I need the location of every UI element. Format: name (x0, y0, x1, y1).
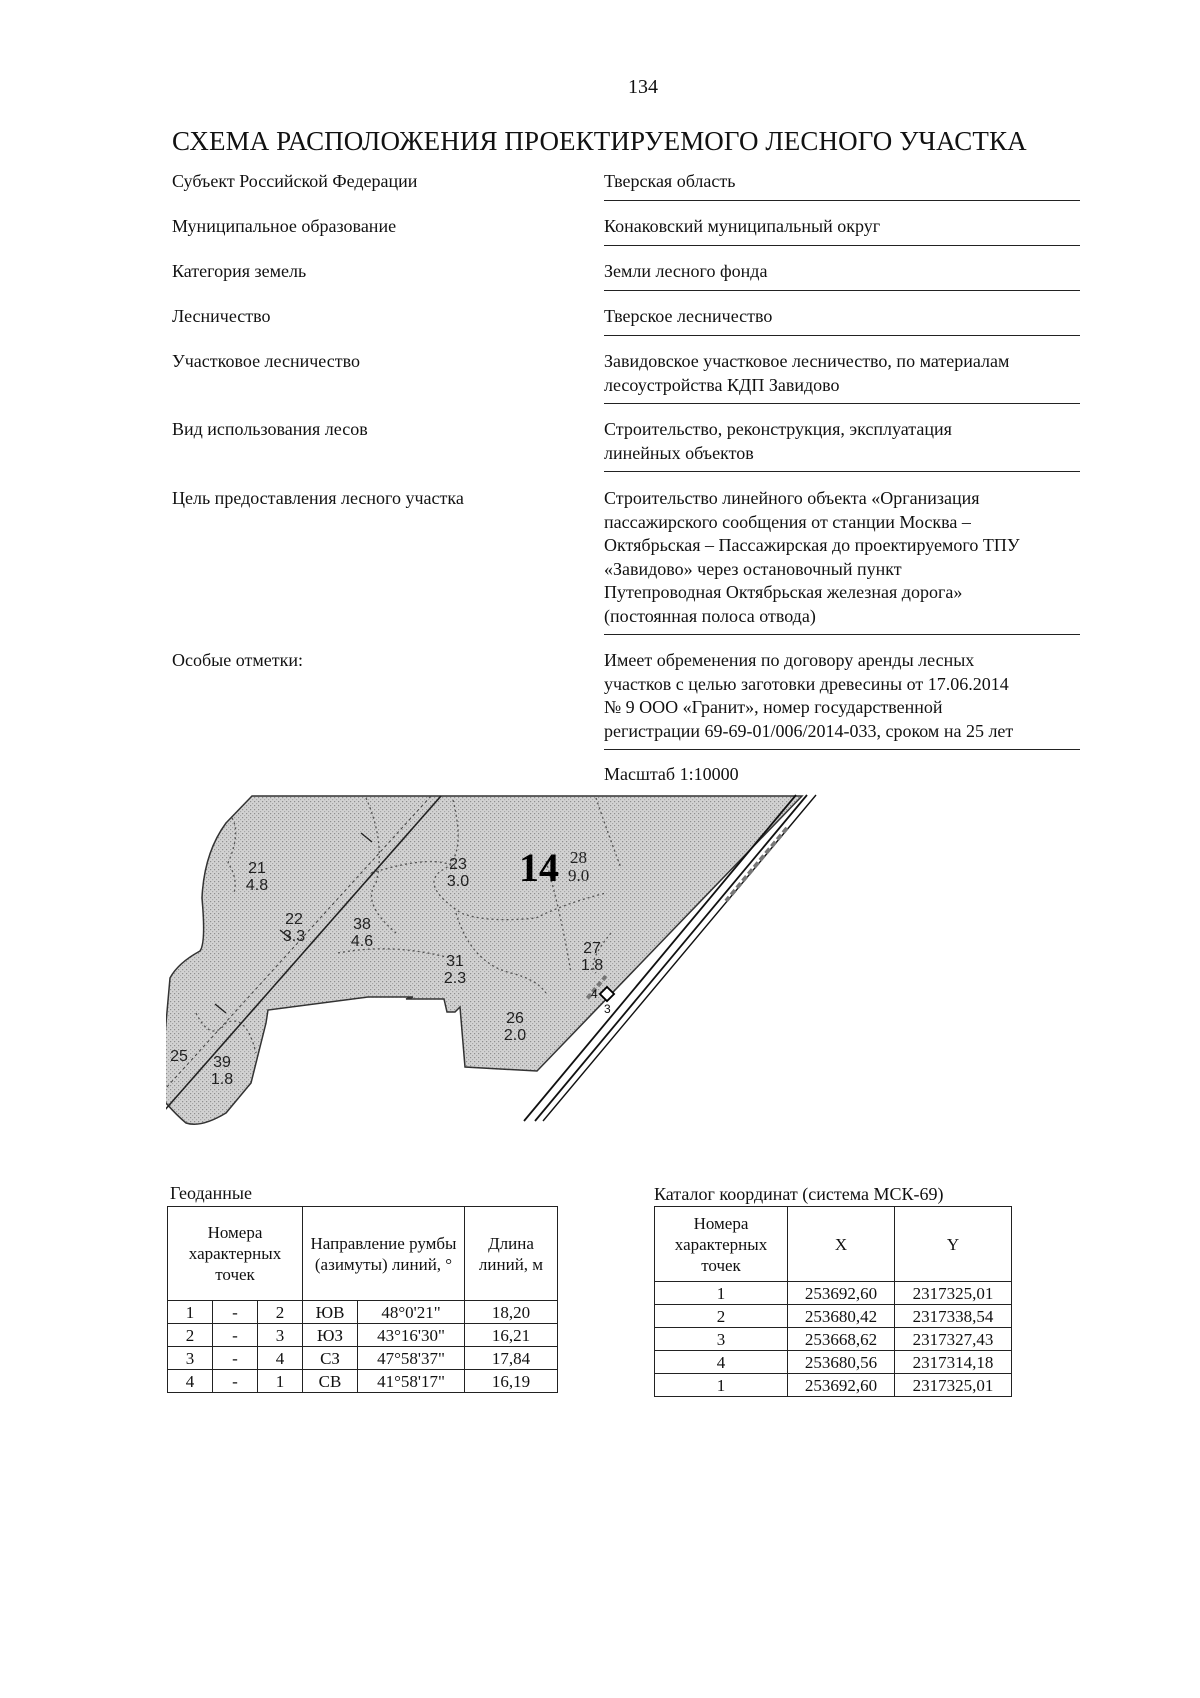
field-label-land-category: Категория земель (172, 261, 307, 281)
field-label-forest-use: Вид использования лесов (172, 419, 368, 439)
cell-angle: 41°58'17" (358, 1370, 465, 1393)
field-value-line: Конаковский муниципальный округ (604, 216, 881, 236)
cell-x: 253680,42 (788, 1305, 895, 1328)
cell-to: 1 (258, 1370, 303, 1393)
field-value-line: «Завидово» через остановочный пункт (604, 558, 902, 579)
field-label-district-forestry: Участковое лесничество (172, 351, 360, 371)
plot-area: 4.8 (245, 877, 269, 894)
table-header-row (168, 1207, 558, 1301)
header-points: Номера характерных точек (168, 1207, 303, 1301)
field-value-line: лесоустройства КДП Завидово (604, 374, 840, 395)
field-value-purpose (604, 487, 1080, 635)
field-value-subject (604, 170, 1080, 201)
plot-number: 21 (248, 860, 266, 877)
plot-area: 3.0 (446, 873, 470, 890)
table-header-row (655, 1207, 1012, 1282)
document-title: СХЕМА РАСПОЛОЖЕНИЯ ПРОЕКТИРУЕМОГО ЛЕСНОГО УЧАСТКА (172, 126, 1027, 156)
header-direction: Направление румбы (азимуты) линий, ° (303, 1207, 465, 1301)
plot-number: 38 (353, 916, 371, 933)
cell-sep: - (213, 1301, 258, 1324)
header-point: Номера характерных точек (655, 1207, 788, 1282)
cell-from: 4 (168, 1370, 213, 1393)
cell-point: 1 (655, 1374, 788, 1397)
cell-angle: 47°58'37" (358, 1347, 465, 1370)
field-value-line: участков с целью заготовки древесины от 17.06.2014 (604, 673, 1009, 694)
quarter-plot-number: 28 (570, 848, 587, 867)
table-row (655, 1305, 1012, 1328)
field-value-line: регистрации 69-69-01/006/2014-033, сроком на 25 лет (604, 720, 1014, 741)
header-length: Длина линий, м (465, 1207, 558, 1301)
table-row (168, 1301, 558, 1324)
cell-point: 4 (655, 1351, 788, 1374)
plot-area: 4.6 (350, 933, 374, 950)
field-value-line: Строительство, реконструкция, эксплуатация (604, 419, 952, 439)
plot-area: 2.0 (503, 1027, 527, 1044)
plot-number: 22 (285, 911, 303, 928)
field-label-forestry: Лесничество (172, 306, 271, 326)
header-x: X (788, 1207, 895, 1282)
cell-y: 2317327,43 (895, 1328, 1012, 1351)
field-value-forest-use (604, 418, 1080, 472)
field-value-line: Имеет обременения по договору аренды лесных (604, 650, 975, 670)
field-value-line: № 9 ООО «Гранит», номер государственной (604, 697, 943, 717)
quarter-plot-area: 9.0 (568, 866, 590, 885)
field-value-forestry (604, 305, 1080, 336)
plot-number: 27 (583, 940, 601, 957)
table-row (655, 1282, 1012, 1305)
plot-number: 23 (449, 856, 467, 873)
field-value-district-forestry (604, 350, 1080, 404)
cell-to: 4 (258, 1347, 303, 1370)
field-value-special-notes (604, 649, 1080, 750)
field-label-municipality: Муниципальное образование (172, 216, 397, 236)
field-value-land-category (604, 260, 1080, 291)
point-label-3: 3 (604, 1002, 611, 1016)
edge-plot-number: 25 (170, 1048, 188, 1065)
cell-sep: - (213, 1324, 258, 1347)
cell-length: 18,20 (465, 1301, 558, 1324)
cell-angle: 43°16'30" (358, 1324, 465, 1347)
site-map (166, 793, 846, 1133)
plot-number: 31 (446, 953, 464, 970)
cell-angle: 48°0'21" (358, 1301, 465, 1324)
field-label-subject: Субъект Российской Федерации (172, 171, 418, 191)
plot-area: 1.8 (580, 957, 604, 974)
cell-x: 253668,62 (788, 1328, 895, 1351)
cell-point: 2 (655, 1305, 788, 1328)
cell-y: 2317325,01 (895, 1374, 1012, 1397)
table-row (168, 1370, 558, 1393)
table-row (655, 1374, 1012, 1397)
cell-point: 1 (655, 1282, 788, 1305)
plot-number: 39 (213, 1054, 231, 1071)
cell-to: 2 (258, 1301, 303, 1324)
cell-from: 3 (168, 1347, 213, 1370)
cell-y: 2317325,01 (895, 1282, 1012, 1305)
coords-caption: Каталог координат (система МСК-69) (654, 1184, 944, 1204)
cell-sep: - (213, 1370, 258, 1393)
field-value-line: Строительство линейного объекта «Организация (604, 488, 980, 508)
table-row (655, 1351, 1012, 1374)
map-scale: Масштаб 1:10000 (604, 764, 739, 784)
table-row (168, 1347, 558, 1370)
cell-length: 16,21 (465, 1324, 558, 1347)
cell-length: 17,84 (465, 1347, 558, 1370)
geodata-table (167, 1206, 558, 1393)
field-value-municipality (604, 215, 1080, 246)
cell-rumb: ЮЗ (303, 1324, 358, 1347)
cell-rumb: СВ (303, 1370, 358, 1393)
cell-from: 1 (168, 1301, 213, 1324)
cell-rumb: ЮВ (303, 1301, 358, 1324)
field-value-line: пассажирского сообщения от станции Москва – (604, 511, 971, 532)
coordinate-catalog-table (654, 1206, 1012, 1397)
header-y: Y (895, 1207, 1012, 1282)
quarter-label (519, 845, 589, 890)
cell-x: 253692,60 (788, 1374, 895, 1397)
plot-area: 3.3 (282, 928, 306, 945)
field-value-line: Завидовское участковое лесничество, по материалам (604, 351, 1010, 371)
field-value-line: Земли лесного фонда (604, 261, 768, 281)
plot-number: 26 (506, 1010, 524, 1027)
field-value-line: (постоянная полоса отвода) (604, 605, 816, 626)
plot-area: 1.8 (210, 1071, 234, 1088)
cell-from: 2 (168, 1324, 213, 1347)
geodata-caption: Геоданные (170, 1183, 253, 1203)
field-value-line: Тверское лесничество (604, 306, 773, 326)
field-value-line: Октябрьская – Пассажирская до проектируемого ТПУ (604, 535, 1020, 555)
field-value-line: Путепроводная Октябрьская железная дорога» (604, 582, 963, 602)
quarter-number: 14 (519, 845, 559, 890)
cell-length: 16,19 (465, 1370, 558, 1393)
plot-area: 2.3 (443, 970, 467, 987)
field-label-special-notes: Особые отметки: (172, 650, 303, 670)
field-value-line: линейных объектов (604, 442, 754, 463)
point-label-4: 4 (591, 987, 598, 1001)
field-label-purpose: Цель предоставления лесного участка (172, 488, 464, 508)
field-value-line: Тверская область (604, 171, 736, 191)
cell-y: 2317338,54 (895, 1305, 1012, 1328)
cell-x: 253692,60 (788, 1282, 895, 1305)
cell-point: 3 (655, 1328, 788, 1351)
table-row (655, 1328, 1012, 1351)
table-row (168, 1324, 558, 1347)
cell-x: 253680,56 (788, 1351, 895, 1374)
page-number: 134 (628, 76, 658, 98)
cell-y: 2317314,18 (895, 1351, 1012, 1374)
cell-rumb: СЗ (303, 1347, 358, 1370)
cell-sep: - (213, 1347, 258, 1370)
cell-to: 3 (258, 1324, 303, 1347)
